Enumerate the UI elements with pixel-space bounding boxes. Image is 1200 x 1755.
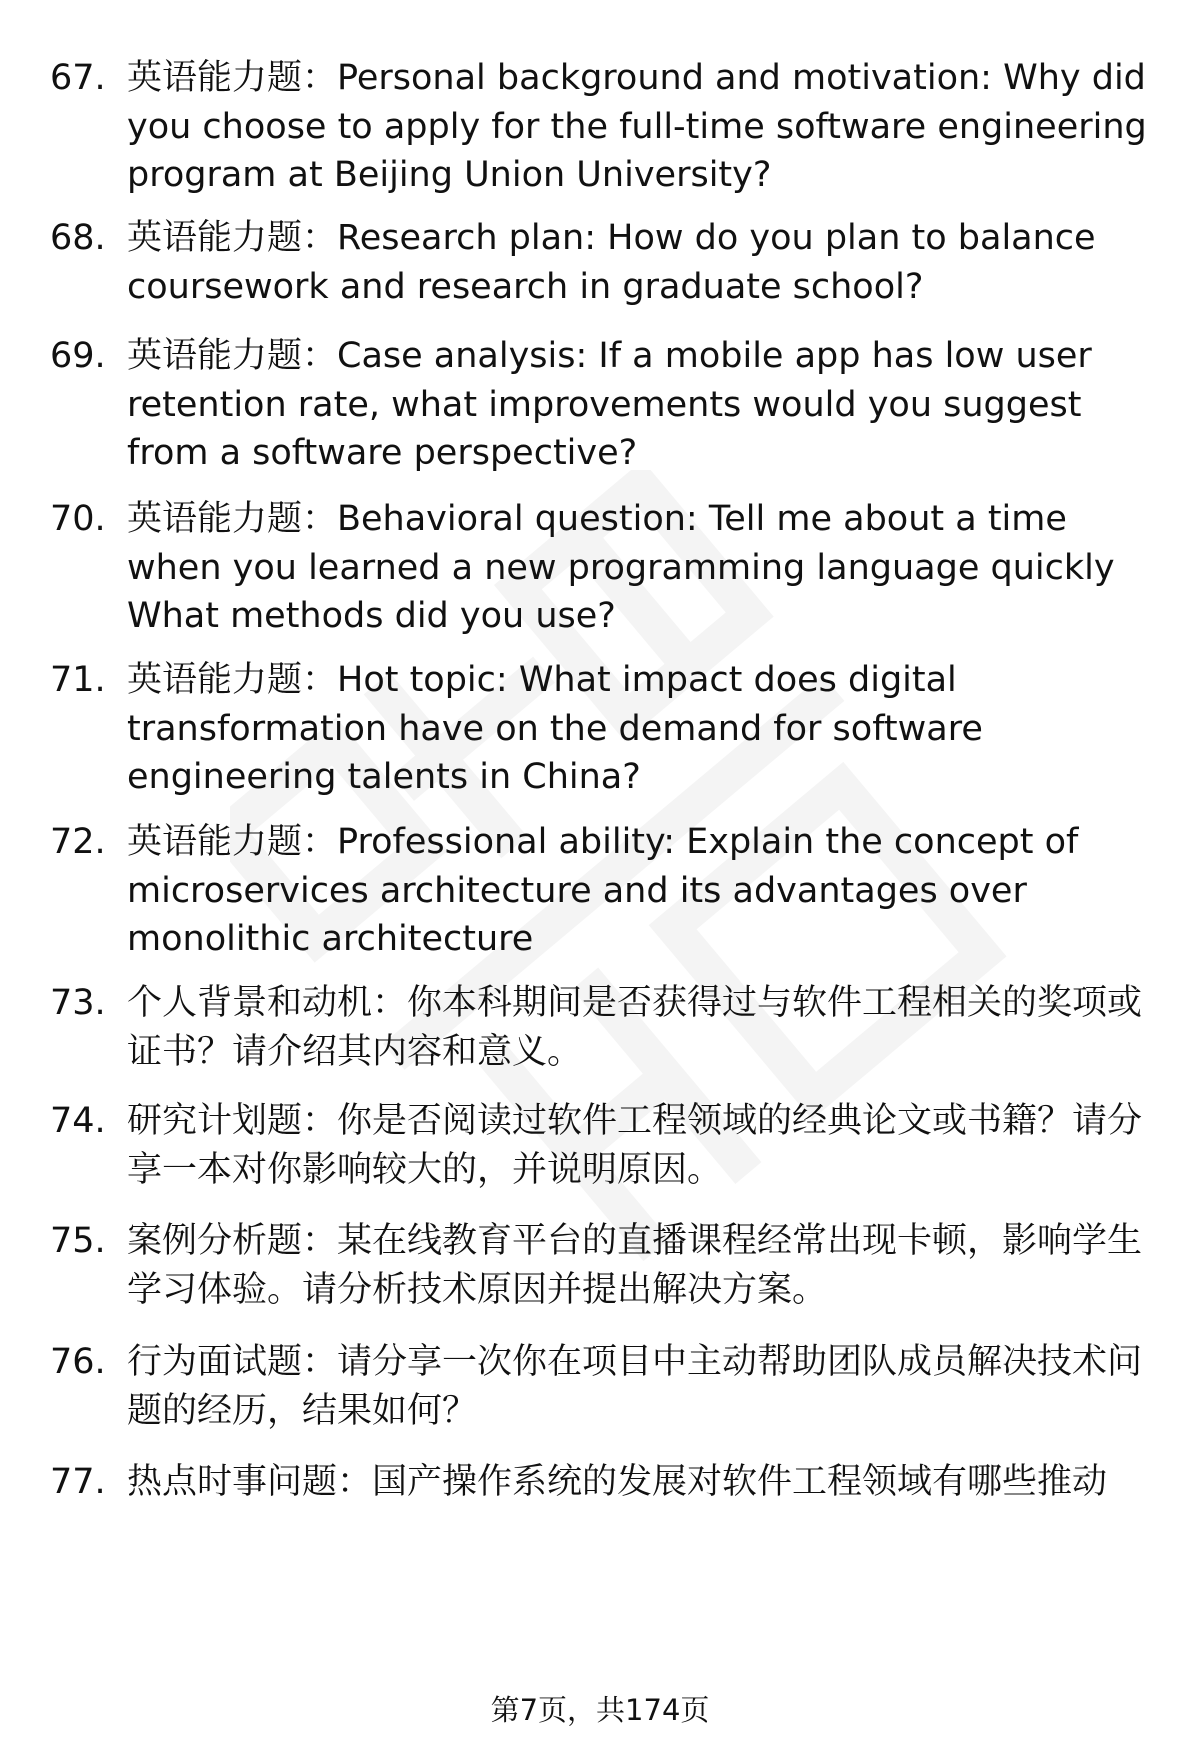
question-text: 英语能力题：Behavioral question: Tell me about a time when you learned a new programming language quickly What methods did you use? bbox=[127, 499, 1115, 636]
question-text: 英语能力题：Case analysis: If a mobile app has low user retention rate, what improvements would you suggest from a software perspective? bbox=[127, 336, 1092, 473]
question-text: 行为面试题：请分享一次你在项目中主动帮助团队成员解决技术问题的经历，结果如何？ bbox=[127, 1342, 1143, 1431]
question-number: 71. bbox=[50, 660, 106, 700]
question-number: 72. bbox=[50, 822, 106, 862]
question-number: 69. bbox=[50, 336, 106, 376]
question-text: 英语能力题：Professional ability: Explain the concept of microservices architecture and its advantages over monolithic architecture bbox=[127, 822, 1079, 959]
question-number: 76. bbox=[50, 1342, 106, 1382]
question-text: 个人背景和动机：你本科期间是否获得过与软件工程相关的奖项或证书？请介绍其内容和意义。 bbox=[127, 983, 1143, 1072]
question-number: 68. bbox=[50, 218, 106, 258]
question-number: 67. bbox=[50, 58, 106, 98]
question-text: 英语能力题：Research plan: How do you plan to balance coursework and research in graduate school? bbox=[127, 218, 1096, 307]
question-text: 热点时事问题：国产操作系统的发展对软件工程领域有哪些推动 bbox=[127, 1462, 1108, 1502]
question-number: 70. bbox=[50, 499, 106, 539]
question-text: 英语能力题：Personal background and motivation: Why did you choose to apply for the full-time software engineering program at Beijing Union University? bbox=[127, 58, 1147, 195]
question-number: 75. bbox=[50, 1221, 106, 1261]
question-text: 研究计划题：你是否阅读过软件工程领域的经典论文或书籍？请分享一本对你影响较大的，并说明原因。 bbox=[127, 1101, 1143, 1190]
question-number: 73. bbox=[50, 983, 106, 1023]
page-number-footer: 第7页，共174页 bbox=[490, 1693, 710, 1727]
question-number: 74. bbox=[50, 1101, 106, 1141]
question-text: 案例分析题：某在线教育平台的直播课程经常出现卡顿，影响学生学习体验。请分析技术原因并提出解决方案。 bbox=[127, 1221, 1143, 1310]
question-number: 77. bbox=[50, 1462, 106, 1502]
question-text: 英语能力题：Hot topic: What impact does digital transformation have on the demand for software engineering talents in China? bbox=[127, 660, 983, 797]
